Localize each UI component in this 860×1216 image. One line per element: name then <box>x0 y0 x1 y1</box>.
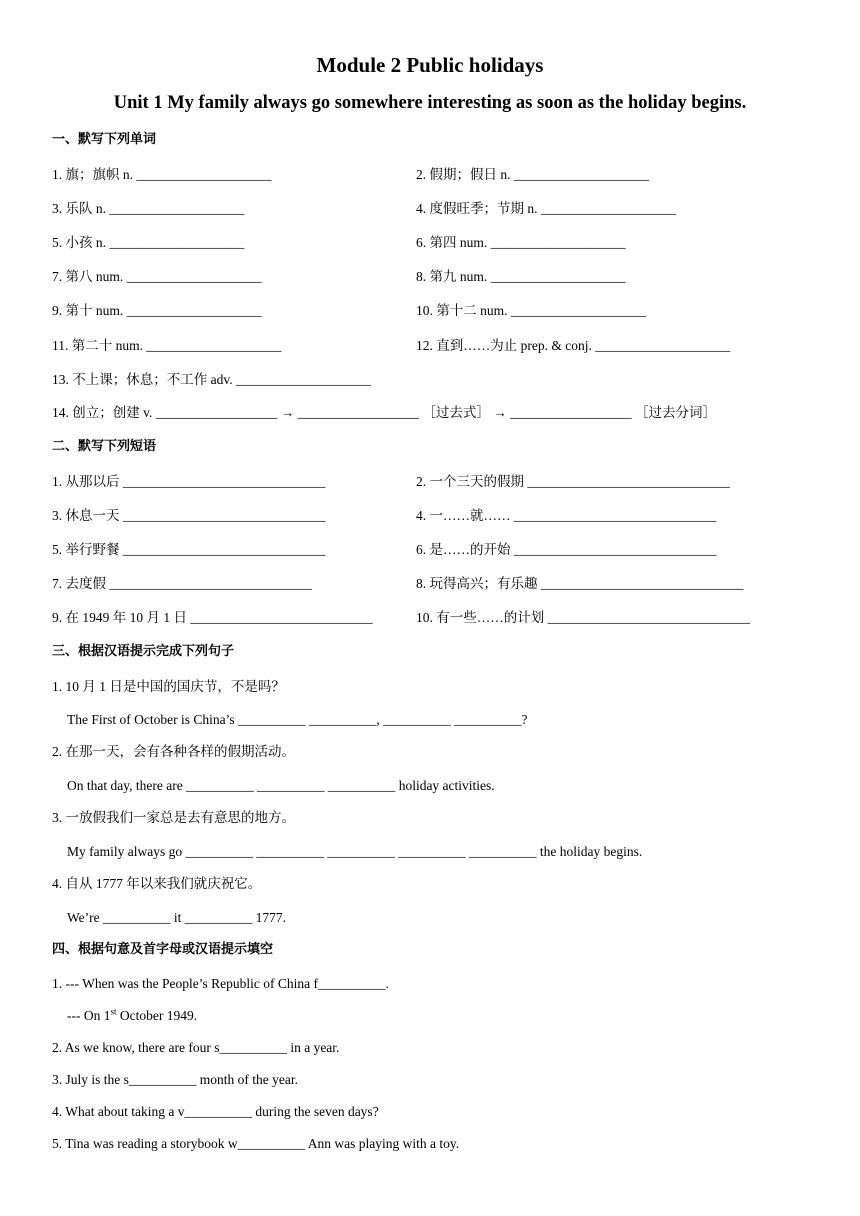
section-1-heading: 一、默写下列单词 <box>52 132 157 147</box>
word-item-4: 4. 度假旺季；节期 n. ____________________ <box>416 201 676 216</box>
word-item-5: 5. 小孩 n. ____________________ <box>52 235 245 250</box>
word-item-13: 13. 不上课；休息；不工作 adv. ____________________ <box>52 372 371 387</box>
phrase-item-3: 3. 休息一天 ______________________________ <box>52 508 326 523</box>
answer-suffix: October 1949. <box>116 1008 198 1023</box>
word-item-2: 2. 假期；假日 n. ____________________ <box>416 167 649 182</box>
fill-item-3: 3. July is the s__________ month of the year. <box>52 1072 298 1087</box>
word-item-14: 14. 创立；创建 v. __________________ → __________________ ［过去式］ → __________________ ［过去分词］ <box>52 405 716 420</box>
fill-item-1-answer <box>67 1007 197 1025</box>
page-title: Module 2 Public holidays <box>316 53 544 77</box>
sentence-1-chinese: 1. 10 月 1 日是中国的国庆节，不是吗？ <box>52 679 285 694</box>
sentence-3-chinese: 3. 一放假我们一家总是去有意思的地方。 <box>52 810 295 825</box>
word-item-3: 3. 乐队 n. ____________________ <box>52 201 245 216</box>
sentence-4-english: We’re __________ it __________ 1777. <box>67 910 287 925</box>
phrase-item-6: 6. 是……的开始 ______________________________ <box>416 542 717 557</box>
phrase-item-9: 9. 在 1949 年 10 月 1 日 ___________________________ <box>52 610 373 625</box>
phrase-item-2: 2. 一个三天的假期 ______________________________ <box>416 474 730 489</box>
section-2-heading: 二、默写下列短语 <box>52 439 157 454</box>
fill-item-5: 5. Tina was reading a storybook w__________ Ann was playing with a toy. <box>52 1136 460 1151</box>
word-item-7: 7. 第八 num. ____________________ <box>52 269 262 284</box>
phrase-item-10: 10. 有一些……的计划 ______________________________ <box>416 610 751 625</box>
section-4-heading: 四、根据句意及首字母或汉语提示填空 <box>52 942 274 957</box>
phrase-item-4: 4. 一……就…… ______________________________ <box>416 508 717 523</box>
word-item-6: 6. 第四 num. ____________________ <box>416 235 626 250</box>
word-item-10: 10. 第十二 num. ____________________ <box>416 303 646 318</box>
word-item-9: 9. 第十 num. ____________________ <box>52 303 262 318</box>
word-item-12: 12. 直到……为止 prep. & conj. ____________________ <box>416 338 731 353</box>
sentence-3-english: My family always go __________ __________ __________ __________ __________ the holiday begins. <box>67 844 643 859</box>
sentence-2-chinese: 2. 在那一天，会有各种各样的假期活动。 <box>52 744 295 759</box>
fill-item-2: 2. As we know, there are four s__________ in a year. <box>52 1040 340 1055</box>
phrase-item-7: 7. 去度假 ______________________________ <box>52 576 312 591</box>
section-3-heading: 三、根据汉语提示完成下列句子 <box>52 644 235 659</box>
word-item-8: 8. 第九 num. ____________________ <box>416 269 626 284</box>
fill-item-4: 4. What about taking a v__________ during the seven days? <box>52 1104 379 1119</box>
word-item-1: 1. 旗；旗帜 n. ____________________ <box>52 167 272 182</box>
ordinal-suffix: st <box>110 1006 117 1017</box>
sentence-1-english: The First of October is China’s __________ __________, __________ __________? <box>67 712 528 727</box>
word-item-11: 11. 第二十 num. ____________________ <box>52 338 282 353</box>
fill-item-1: 1. --- When was the People’s Republic of China f__________. <box>52 976 389 991</box>
sentence-4-chinese: 4. 自从 1777 年以来我们就庆祝它。 <box>52 876 262 891</box>
phrase-item-1: 1. 从那以后 ______________________________ <box>52 474 326 489</box>
sentence-2-english: On that day, there are __________ __________ __________ holiday activities. <box>67 778 495 793</box>
answer-prefix: --- On 1 <box>67 1008 111 1023</box>
phrase-item-8: 8. 玩得高兴；有乐趣 ______________________________ <box>416 576 744 591</box>
phrase-item-5: 5. 举行野餐 ______________________________ <box>52 542 326 557</box>
unit-title: Unit 1 My family always go somewhere interesting as soon as the holiday begins. <box>113 93 747 113</box>
